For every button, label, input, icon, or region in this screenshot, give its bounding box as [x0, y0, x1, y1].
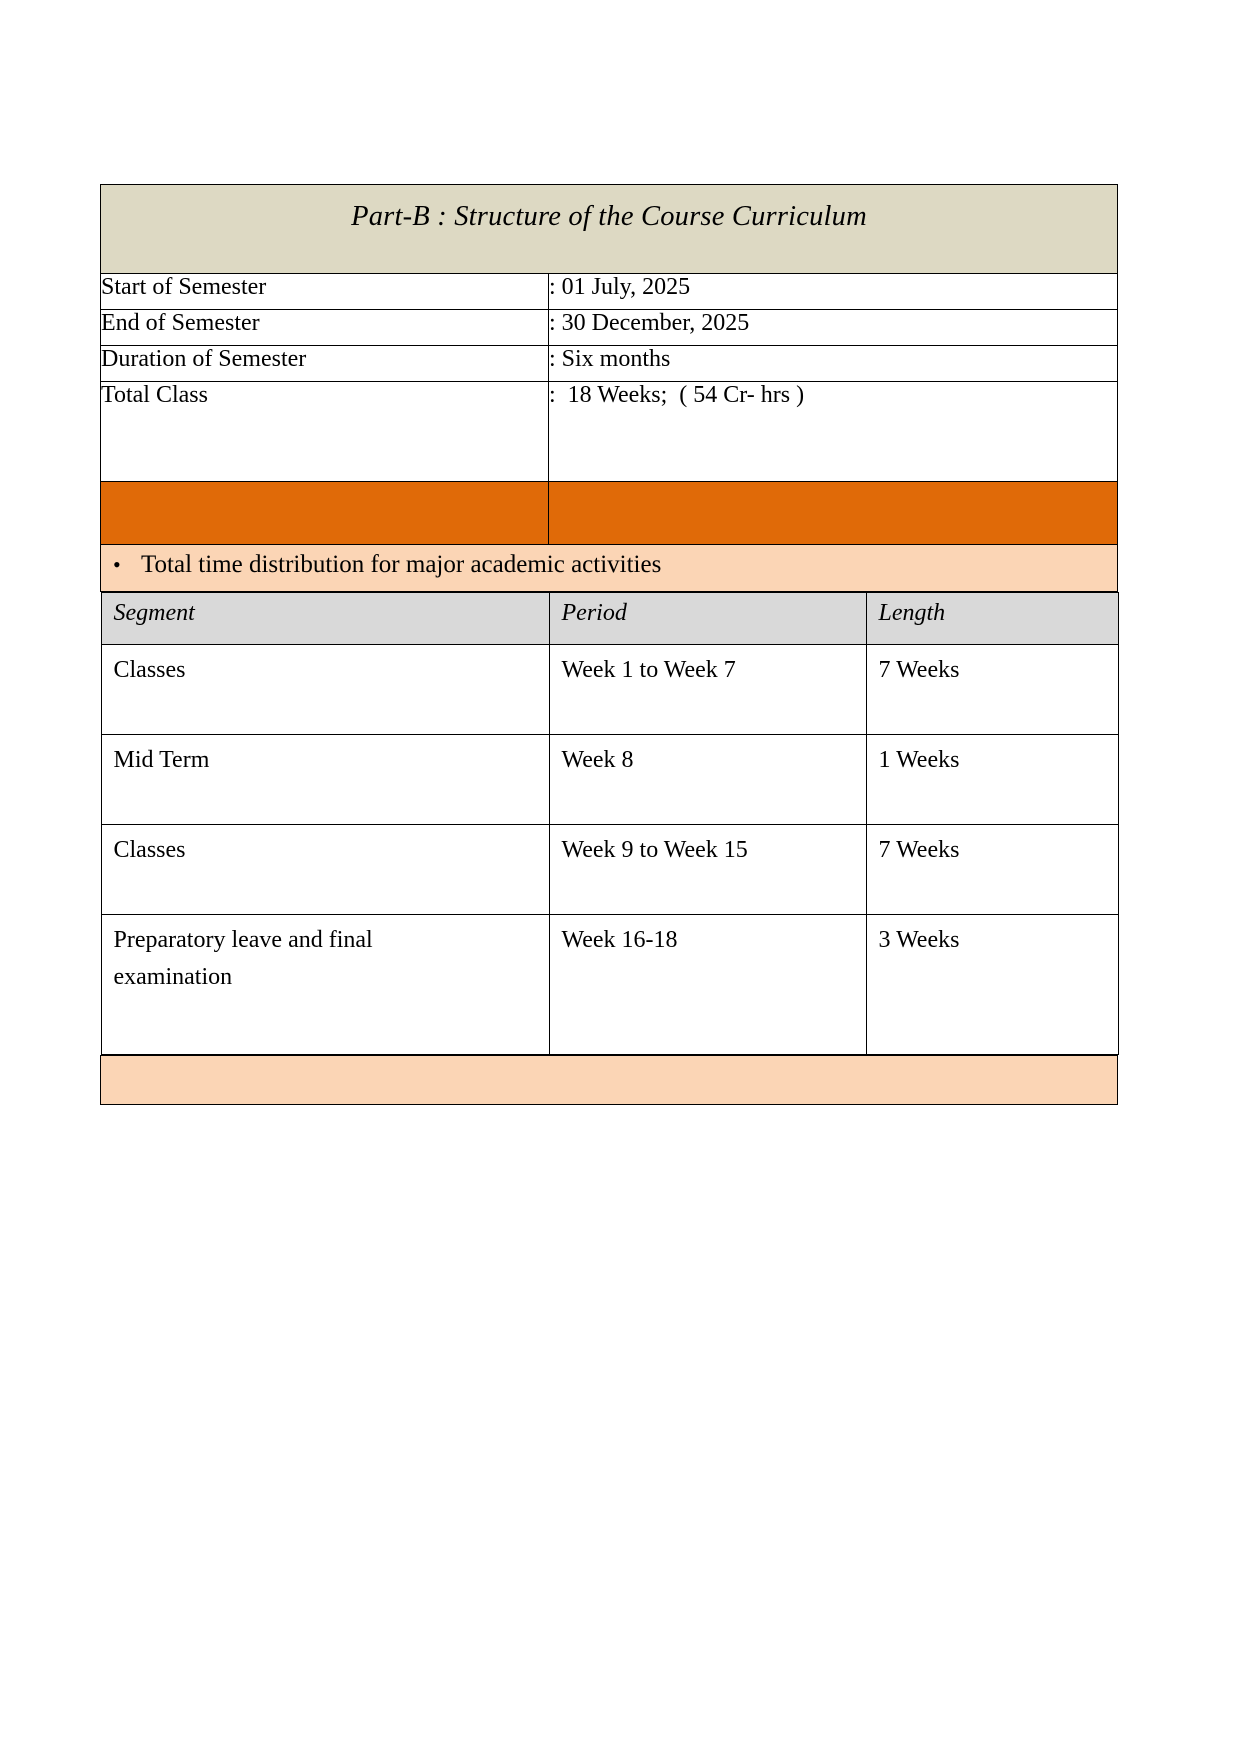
cell-segment: Classes — [101, 645, 549, 735]
info-value-duration-of-semester: : Six months — [549, 346, 1118, 382]
activities-table-wrapper — [101, 592, 1118, 1056]
column-header-segment: Segment — [101, 593, 549, 645]
bullet-heading-row — [101, 545, 1118, 592]
cell-period: Week 9 to Week 15 — [549, 825, 866, 915]
info-value-total-class: : 18 Weeks; ( 54 Cr- hrs ) — [549, 382, 1118, 482]
info-label-start-of-semester: Start of Semester — [101, 274, 549, 310]
page-title: Part-B : Structure of the Course Curriculum — [351, 201, 867, 232]
orange-separator-row — [101, 482, 1118, 545]
column-header-period: Period — [549, 593, 866, 645]
table-row — [101, 825, 1118, 915]
table-row — [101, 915, 1118, 1055]
info-row-start-of-semester — [101, 274, 1118, 310]
course-structure-table — [100, 184, 1118, 1105]
cell-period: Week 1 to Week 7 — [549, 645, 866, 735]
title-row — [101, 185, 1118, 274]
bullet-heading-text: Total time distribution for major academic activities — [141, 551, 662, 578]
bottom-band-cell — [101, 1056, 1118, 1105]
cell-segment: Mid Term — [101, 735, 549, 825]
cell-period: Week 16-18 — [549, 915, 866, 1055]
cell-length: 1 Weeks — [866, 735, 1118, 825]
info-row-total-class — [101, 382, 1118, 482]
activities-table-row — [101, 592, 1118, 1056]
cell-period: Week 8 — [549, 735, 866, 825]
activities-table — [101, 592, 1119, 1055]
cell-length: 7 Weeks — [866, 645, 1118, 735]
info-value-end-of-semester: : 30 December, 2025 — [549, 310, 1118, 346]
info-row-end-of-semester — [101, 310, 1118, 346]
bullet-point-icon: • — [113, 551, 121, 577]
column-header-length: Length — [866, 593, 1118, 645]
info-value-start-of-semester: : 01 July, 2025 — [549, 274, 1118, 310]
orange-band-left — [101, 482, 549, 545]
cell-segment: Classes — [101, 825, 549, 915]
info-row-duration-of-semester — [101, 346, 1118, 382]
table-row — [101, 645, 1118, 735]
orange-band-right — [549, 482, 1118, 545]
cell-segment: Preparatory leave and final examination — [101, 915, 549, 1055]
cell-length: 3 Weeks — [866, 915, 1118, 1055]
bullet-heading-cell — [101, 545, 1118, 592]
bottom-band-row — [101, 1056, 1118, 1105]
table-row — [101, 735, 1118, 825]
cell-length: 7 Weeks — [866, 825, 1118, 915]
info-label-total-class: Total Class — [101, 382, 549, 482]
activities-header-row — [101, 593, 1118, 645]
info-label-duration-of-semester: Duration of Semester — [101, 346, 549, 382]
info-label-end-of-semester: End of Semester — [101, 310, 549, 346]
title-cell — [101, 185, 1118, 274]
